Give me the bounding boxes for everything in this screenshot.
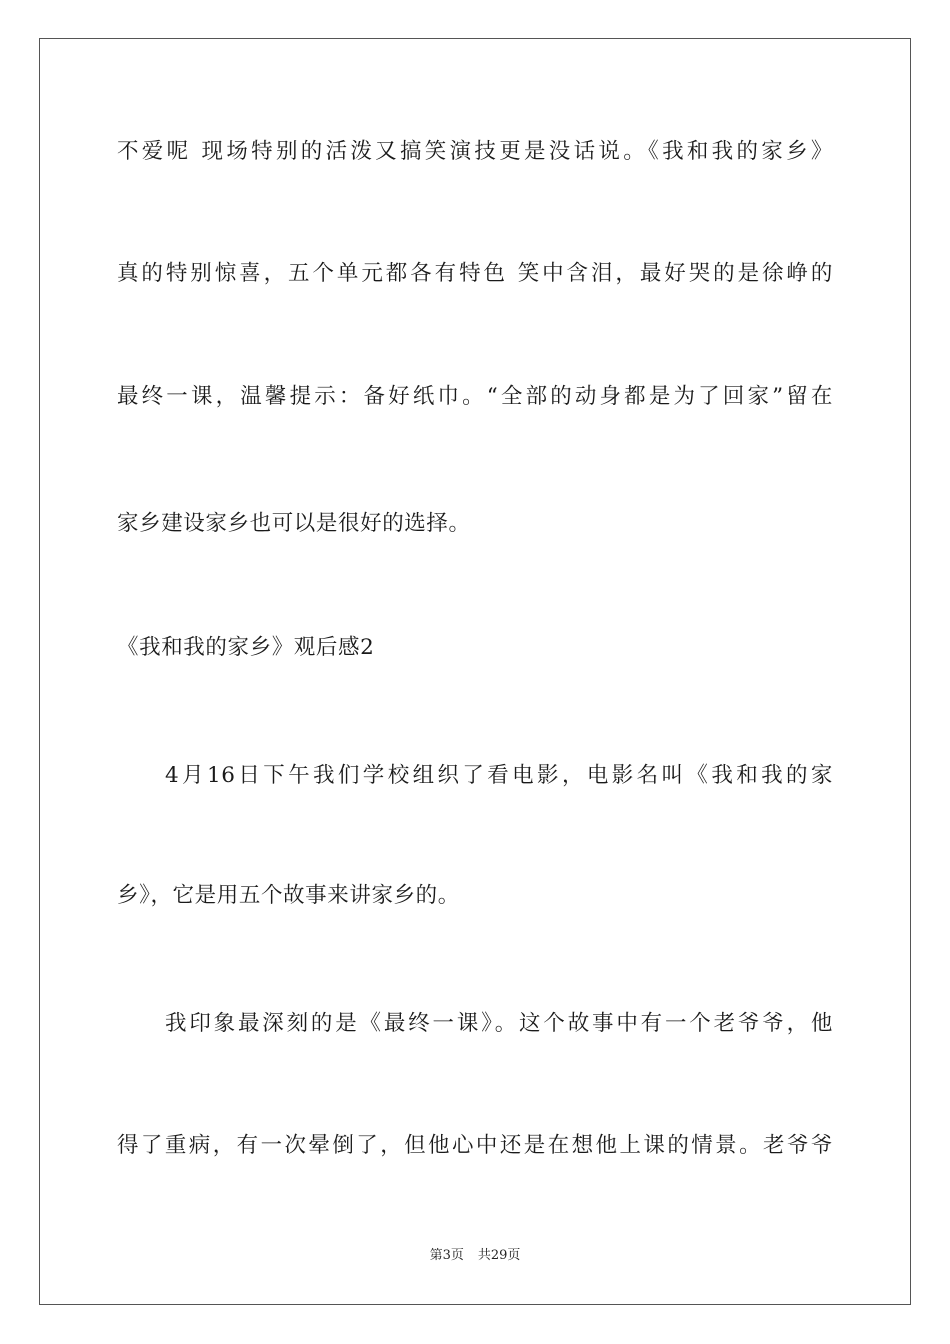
body-text-line-5: 4月16日下午我们学校组织了看电影，电影名叫《我和我的家: [165, 763, 833, 788]
body-text-line-7: 我印象最深刻的是《最终一课》。这个故事中有一个老爷爷，他: [165, 1011, 833, 1036]
page-footer: [0, 1247, 950, 1265]
page-border: [39, 38, 911, 1305]
page-total: 共29页: [477, 1248, 521, 1263]
body-text-line-6: 乡》，它是用五个故事来讲家乡的。: [117, 883, 460, 908]
body-text-line-8: 得了重病，有一次晕倒了，但他心中还是在想他上课的情景。老爷爷: [117, 1133, 833, 1158]
body-text-line-4: 家乡建设家乡也可以是很好的选择。: [117, 511, 471, 536]
body-text-line-2: 真的特别惊喜，五个单元都各有特色 笑中含泪，最好哭的是徐峥的: [117, 261, 833, 286]
section-heading: 《我和我的家乡》观后感2: [117, 635, 375, 660]
page-number: 第3页: [429, 1248, 464, 1263]
body-text-line-1: 不爱呢 现场特别的活泼又搞笑演技更是没话说。《我和我的家乡》: [117, 139, 833, 164]
body-text-line-3: 最终一课，温馨提示：备好纸巾。“全部的动身都是为了回家”留在: [117, 384, 833, 409]
